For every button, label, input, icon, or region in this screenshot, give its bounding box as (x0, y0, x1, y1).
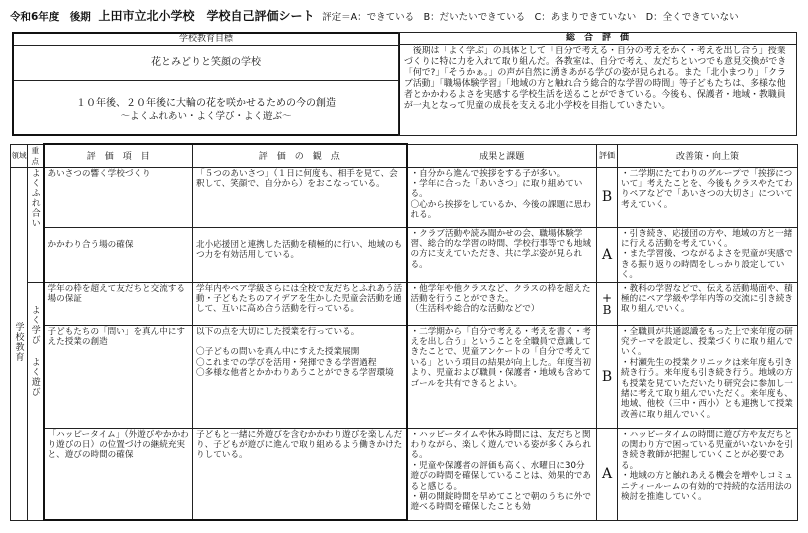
improve-cell: ・全職員が共通認識をもった上で来年度の研究テーマを設定し、授業づくりに取り組んでいく。 ・村瀬先生の授業クリニックは来年度も引き続き行う。来年度も引き続き行う。地域の方も授業を見ていただいたり研究会に参加し一緒に考えて取り組んでいただく。来年度も、地域、他校（三中・西小）とも連携して授業改善に取り組んでいく。 (618, 325, 798, 428)
viewpoint-cell: 北小応援団と連携した活動を積極的に行い、地域のもつ力を有効活用している。 (193, 227, 407, 282)
focus-label: よく学び (29, 304, 40, 345)
school-motto: ～よくふれあい・よく学び・よく遊ぶ～ (120, 111, 292, 122)
result-cell: ・二学期から「自分で考える・考えを書く・考えを出し合う」ということを全職員で意識してきたことで、児童アンケートの「自分で考えている」という項目の結果が向上した。年度当初より、児童および職員・保護者・地域も含めてゴールを共有できるとよい。 (407, 325, 597, 428)
table-row (11, 428, 798, 520)
item-cell: あいさつの響く学校づくり (44, 167, 193, 227)
result-cell: ・自分から進んで挨拶をする子が多い。 ・学年に合った「あいさつ」に取り組めている。 〇心から挨拶をしているか、今後の課題に思われる。 (407, 167, 597, 227)
overall-evaluation-box (398, 32, 797, 136)
overall-heading: 総 合 評 価 (399, 33, 796, 45)
viewpoint-cell: 子どもと一緒に外遊びを含むかかわり遊びを楽しんだり、子どもが遊びに進んで取り組めるよう働きかけたりしている。 (193, 428, 407, 520)
eval-cell: B (597, 167, 618, 227)
eval-cell: A (597, 227, 618, 282)
school-goals-box (12, 32, 400, 136)
eval-cell: B (597, 325, 618, 428)
table-row (11, 167, 798, 227)
focus-label: よく遊び (29, 356, 40, 397)
domain-label: 学校教育 (13, 321, 24, 362)
header-domain: 領域 (11, 144, 28, 167)
viewpoint-cell: 「５つのあいさつ」（１日に何度も、相手を見て、会釈して、笑顔で、自分から）をおこなっている。 (193, 167, 407, 227)
school-goals-heading: 学校教育目標 (14, 34, 398, 46)
result-cell: ・ハッピータイムや休み時間には、友だちと関わりながら、楽しく遊んでいる姿が多くみられる。 ・児童や保護者の評価も高く、水曜日に30分遊びの時間を確保していることは、効果的であると感じる。 ・朝の開錠時間を早めてことで朝のうちに外で遊べる時間を確保したことも効 (407, 428, 597, 520)
result-cell: ・他学年や他クラスなど、クラスの枠を超えた活動を行うことができた。 （生活科や総合的な活動などで） (407, 282, 597, 325)
focus-cell-manabi (28, 282, 44, 520)
improve-cell: ・二学期にたてわりのグループで「挨拶について」考えたことを、今後もクラスやたてわりペアなどで「あいさつの大切さ」について考えていく。 (618, 167, 798, 227)
header-eval: 評価 (597, 144, 618, 167)
item-cell: 学年の枠を超えて友だちと交流する場の保証 (44, 282, 193, 325)
evaluation-table (10, 143, 798, 521)
item-cell: かかわり合う場の確保 (44, 227, 193, 282)
item-cell: 子どもたちの「問い」を真ん中にすえた授業の創造 (44, 325, 193, 428)
viewpoint-cell: 学年内やペア学級さらには全校で友だちとふれあう活動・子どもたちのアイデアを生かした児童会活動を通して、互いに高め合う活動を行っている。 (193, 282, 407, 325)
header-item: 評 価 項 目 (44, 144, 193, 167)
table-row (11, 282, 798, 325)
header-improve: 改善策・向上策 (618, 144, 798, 167)
school-goal: 花とみどりと笑顔の学校 (14, 46, 398, 81)
school-vision: １０年後、２０年後に大輪の花を咲かせるための今の創造 (76, 98, 336, 109)
result-cell: ・クラブ活動や読み聞かせの会、職場体験学習、総合的な学習の時間、学校行事等でも地域の方に支えていただき、共に学ぶ姿が見られる。 (407, 227, 597, 282)
school-title: 上田市立北小学校 学校自己評価シート (98, 9, 315, 23)
item-cell: 「ハッピータイム」（外遊びやかかわり遊びの日）の位置づけの継続充実と、遊びの時間の確保 (44, 428, 193, 520)
sheet-title (10, 7, 739, 24)
eval-cell: + B (597, 282, 618, 325)
viewpoint-cell: 以下の点を大切にした授業を行っている。 〇子どもの問いを真ん中にすえた授業展開 〇これまでの学びを活用・発揮できる学習過程 〇多様な他者とかかわりあうことができる学習環境 (193, 325, 407, 428)
table-row (11, 227, 798, 282)
eval-cell: A (597, 428, 618, 520)
table-row (11, 325, 798, 428)
header-result: 成果と課題 (407, 144, 597, 167)
focus-label: よくふれ合い (29, 167, 40, 228)
improve-cell: ・教科の学習などで、伝える活動場面や、積極的にペア学級や学年内等の交流に引き続き取り組んでいく。 (618, 282, 798, 325)
fiscal-year: 令和6年度 後期 (10, 11, 91, 23)
focus-cell-fureai (28, 167, 44, 282)
overall-text: 後期は「よく学ぶ」の具体として「自分で考える・自分の考えをかく・考えを出し合う」授業づくりに特に力を入れて取り組んだ。各教室は、自分で考え、友だちといつでも意見交換ができ「何で?」「そうかぁ。」の声が自然に湧きあがる学びの姿が見られる。また「北小まつり」「クラブ活動」「職場体験学習」「地域の方と触れ合う総合的な学習の時間」等子どもたちは、多様な他者とかかわるよさを実感する学校生活を送ることができている。今後も、保護者・地域・教職員が一丸となって児童の成長を支える北小学校を目指していきたい。 (404, 46, 787, 112)
domain-cell (11, 167, 28, 520)
improve-cell: ・ハッピータイムの時間に遊び方や友だちとの関わり方で困っている児童がいないかを引き続き教師が把握していくことが必要である。 ・地域の方と触れあえる機会を増やしコミュニティールームの有効的で持続的な活用法の検討を推進していく。 (618, 428, 798, 520)
rating-legend: 評定＝A：できている B：だいたいできている C：あまりできていない D：全くできていない (322, 12, 739, 23)
table-header-row (11, 144, 798, 167)
header-viewpoint: 評 価 の 観 点 (193, 144, 407, 167)
header-focus: 重点 (28, 144, 44, 167)
improve-cell: ・引き続き、応援団の方や、地域の方と一緒に行える活動を考えていく。 ・また学習後、つながるよさを児童が実感できる振り返りの時間をしっかり設定していく。 (618, 227, 798, 282)
